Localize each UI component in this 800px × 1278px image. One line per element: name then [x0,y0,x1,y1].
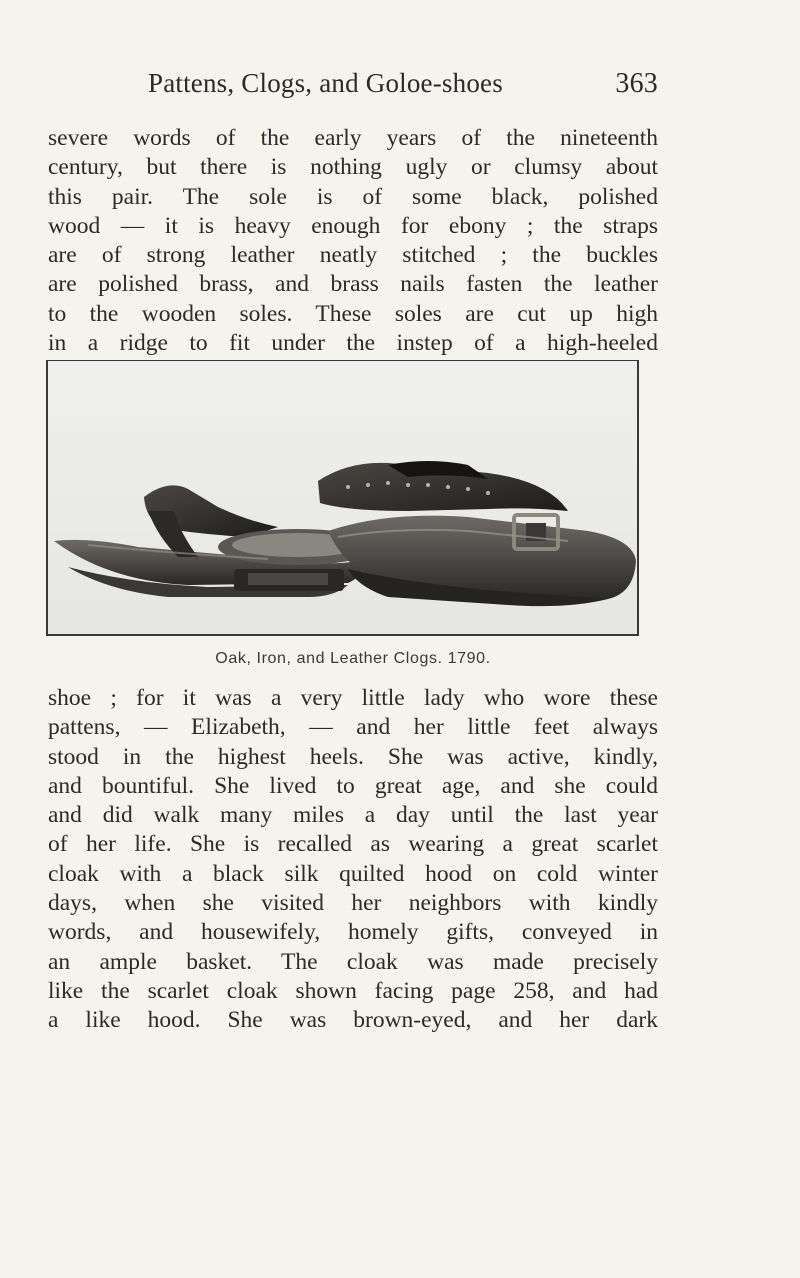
running-head-title: Pattens, Clogs, and Goloe-shoes [148,68,503,98]
paragraph-bottom [48,684,658,1036]
running-head [148,68,658,112]
text-line: days, when she visited her neighbors with kindly [48,890,658,917]
text-line: like the scarlet cloak shown facing page 258, and had [48,977,658,1004]
text-line: century, but there is nothing ugly or clumsy about [48,154,658,181]
text-line: of her life. She is recalled as wearing a great scarlet [48,831,658,858]
text-line: severe words of the early years of the nineteenth [48,125,658,151]
text-line: stood in the highest heels. She was active, kindly, [48,743,658,770]
figure-caption: Oak, Iron, and Leather Clogs. 1790. [215,650,491,667]
text-line: are of strong leather neatly stitched ; the buckles [48,242,658,269]
text-line: to the wooden soles. These soles are cut up high [48,300,658,327]
text-line: are polished brass, and brass nails fasten the leather [48,271,658,298]
text-line: wood — it is heavy enough for ebony ; the straps [48,212,658,239]
text-line: words, and housewifely, homely gifts, conveyed in [48,919,658,946]
paragraph-top [48,124,658,358]
page-number: 363 [615,68,658,99]
text-line: this pair. The sole is of some black, polished [48,183,658,210]
text-line: in a ridge to fit under the instep of a high-heeled [48,330,658,357]
clogs-photograph [46,360,639,636]
text-line: pattens, — Elizabeth, — and her little feet always [48,714,658,741]
text-line: a like hood. She was brown-eyed, and her dark [48,1007,658,1034]
clogs-photograph-icon [48,361,637,634]
text-line: shoe ; for it was a very little lady who wore these [48,685,658,711]
text-line: cloak with a black silk quilted hood on cold winter [48,860,658,887]
text-line: and bountiful. She lived to great age, and she could [48,772,658,799]
text-line: and did walk many miles a day until the last year [48,802,658,829]
text-line: an ample basket. The cloak was made precisely [48,948,658,975]
